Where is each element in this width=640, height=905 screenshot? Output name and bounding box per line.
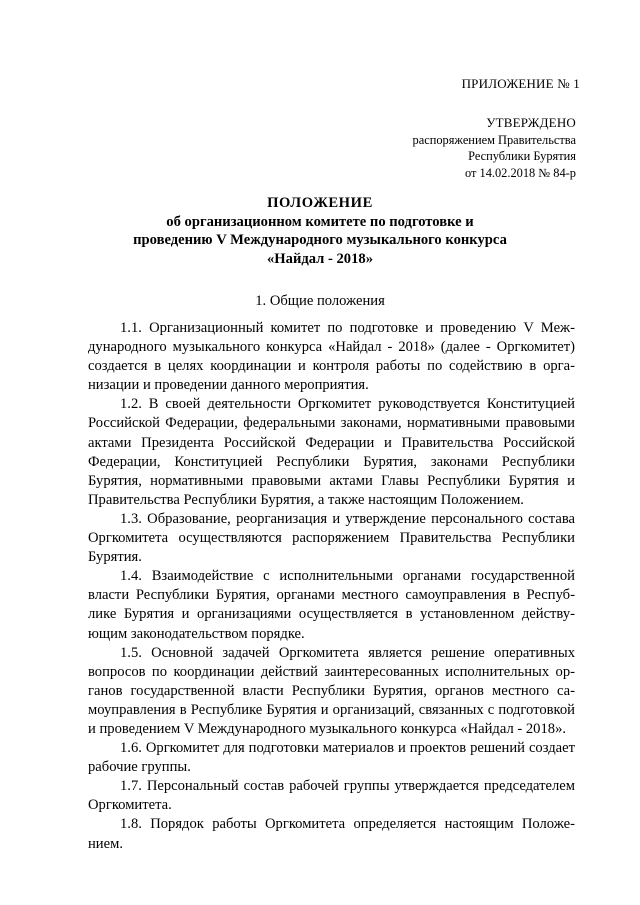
paragraph: 1.7. Персональный состав рабочей группы утверждается председателем Оргкомитета.: [88, 778, 575, 814]
paragraph: 1.1. Организационный комитет по подготовке и проведению V Международного музыкального конкурса «Найдал - 2018» (далее - Оргкомитет) создается в целях координации и контроля работы по содействию в организации и проведении данного мероприятия.: [88, 320, 575, 394]
paragraph: 1.6. Оргкомитет для подготовки материалов и проектов решений создает рабочие группы.: [88, 740, 575, 776]
document-body: [88, 319, 575, 854]
approval-date: от 14.02.2018 № 84-р: [464, 165, 576, 180]
title-line: «Найдал - 2018»: [267, 250, 373, 267]
document-title: [0, 194, 640, 268]
approval-header: УТВЕРЖДЕНО: [486, 115, 576, 130]
section-heading: 1. Общие положения: [255, 293, 385, 309]
paragraph: 1.4. Взаимодействие с исполнительными органами государственной власти Республики Бурятия, органами местного самоуправления в Республике Бурятия и организациями осуществляется в установленном действующим законодательством порядке.: [88, 568, 575, 642]
paragraph: 1.5. Основной задачей Оргкомитета является решение оперативных вопросов по координации действий заинтересованных исполнительных органов государственной власти Республики Бурятия, органов местного самоуправления в Республике Бурятия и организаций, связанных с подготовкой и проведением V Международного музыкального конкурса «Найдал - 2018».: [88, 644, 575, 737]
approval-line: распоряжением Правительства: [412, 132, 576, 147]
appendix-label: ПРИЛОЖЕНИЕ № 1: [461, 76, 580, 91]
paragraph: 1.3. Образование, реорганизация и утверждение персонального состава Оргкомитета осуществляются распоряжением Правительства Республики Бурятия.: [88, 510, 575, 566]
title-heading: ПОЛОЖЕНИЕ: [267, 195, 373, 211]
paragraph: 1.2. В своей деятельности Оргкомитет руководствуется Конституцией Российской Федерации, федеральными законами, нормативными правовыми актами Президента Российской Федерации и Правительства Российской Федерации, Конституцией Республики Бурятия, законами Республики Бурятия, нормативными правовыми актами Главы Республики Бурятия и Правительства Республики Бурятия, а также настоящим Положением.: [88, 396, 575, 508]
approval-block: [413, 115, 577, 181]
title-line: проведению V Международного музыкального конкурса: [133, 232, 507, 248]
approval-line: Республики Бурятия: [468, 149, 576, 163]
paragraph: 1.8. Порядок работы Оргкомитета определяется настоящим Положением.: [88, 816, 575, 852]
title-line: об организационном комитете по подготовке и: [166, 213, 474, 230]
